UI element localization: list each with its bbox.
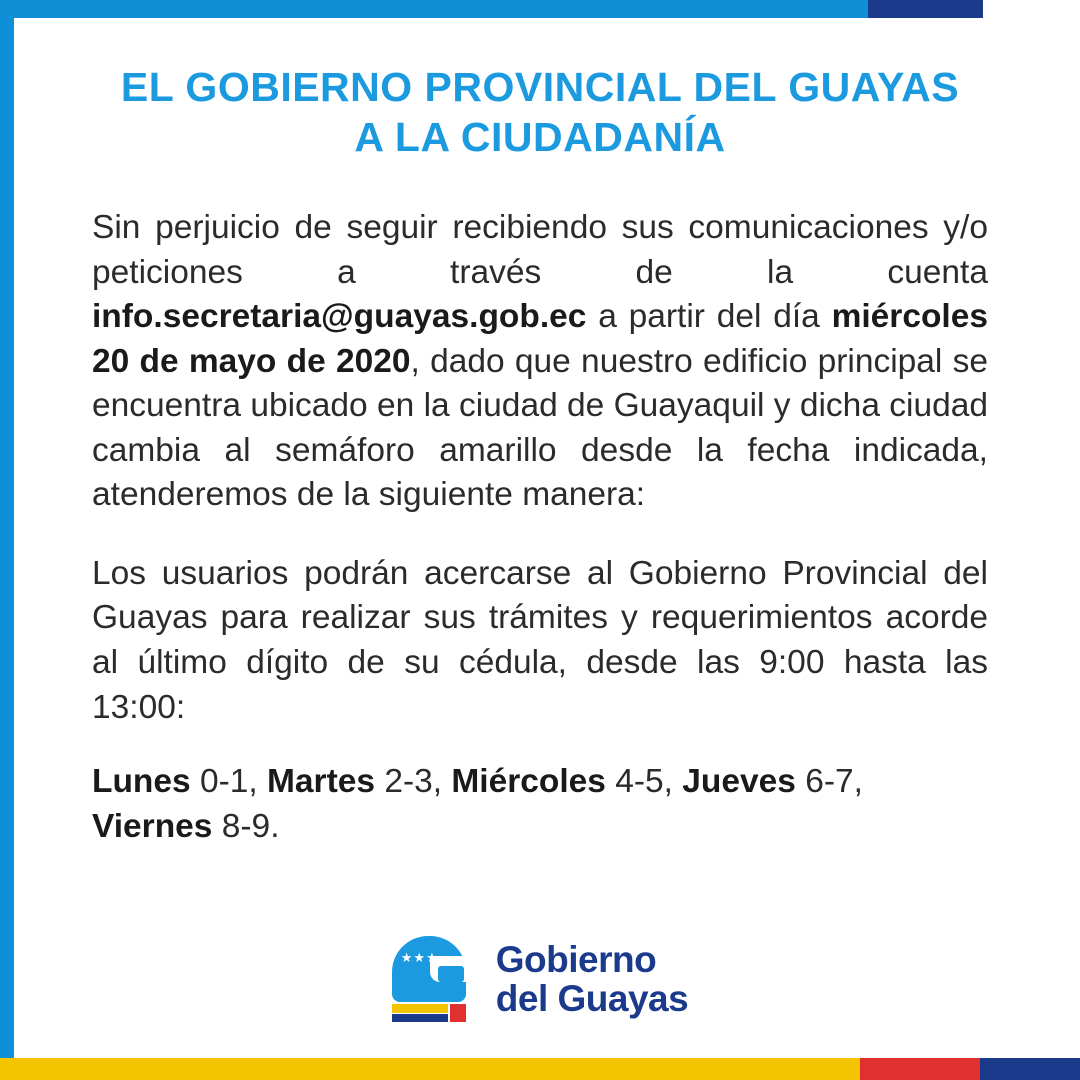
bottom-color-bar — [0, 1058, 1080, 1080]
bottom-bar-red-segment — [860, 1058, 980, 1080]
top-bar-white-segment — [983, 0, 1080, 18]
headline-line-2: A LA CIUDADANÍA — [354, 114, 726, 161]
schedule-day-1: Martes — [267, 763, 376, 801]
schedule-digits-1: 2-3 — [384, 763, 433, 801]
page-title — [92, 62, 988, 162]
paragraph1-part1: Sin perjuicio de seguir recibiendo sus comunicaciones y/o peticiones a través de la cuenta — [92, 209, 988, 291]
paragraph1-part2: a partir del día — [586, 298, 832, 336]
schedule-digits-2: 4-5 — [615, 763, 664, 801]
logo-block — [0, 936, 1080, 1022]
left-blue-stripe — [0, 18, 14, 1058]
schedule-day-3: Jueves — [682, 763, 796, 801]
schedule-digits-4: 8-9 — [221, 807, 271, 845]
logo-line-1: Gobierno — [495, 938, 657, 980]
schedule-day-0: Lunes — [92, 763, 191, 801]
paragraph-email-notice — [92, 206, 988, 518]
logo-line-2: del Guayas — [495, 978, 689, 1019]
schedule-day-2: Miércoles — [451, 763, 606, 801]
poster-content — [14, 18, 1080, 1058]
g-monogram-icon — [392, 936, 480, 1022]
logo — [392, 936, 688, 1022]
flag-bar-yellow — [392, 1004, 448, 1013]
flag-bar-red — [450, 1004, 466, 1022]
schedule-sep-0: , — [248, 763, 268, 801]
schedule-digits-3: 6-7 — [805, 763, 854, 801]
headline-line-1: EL GOBIERNO PROVINCIAL DEL GUAYAS — [120, 64, 960, 110]
logo-wordmark — [496, 940, 688, 1018]
schedule-day-4: Viernes — [92, 807, 213, 845]
flag-bar-navy — [392, 1014, 448, 1022]
schedule-text — [92, 760, 988, 849]
schedule-sep-4: . — [270, 807, 280, 845]
effective-date: miércoles 20 de mayo de 2020 — [92, 298, 988, 380]
contact-email: info.secretaria@guayas.gob.ec — [92, 298, 587, 336]
bottom-bar-navy-segment — [980, 1058, 1080, 1080]
schedule-sep-3: , — [853, 763, 863, 801]
bottom-bar-yellow-segment — [0, 1058, 860, 1080]
top-color-bar — [0, 0, 1080, 18]
schedule-sep-1: , — [432, 763, 452, 801]
schedule-sep-2: , — [663, 763, 683, 801]
top-bar-navy-segment — [868, 0, 983, 18]
schedule-digits-0: 0-1 — [199, 763, 249, 801]
paragraph-attendance-rules: Los usuarios podrán acercarse al Gobierno Provincial del Guayas para realizar sus trámites y requerimientos acorde al último dígito de su cédula, desde las 9:00 hasta las 13:00: — [92, 554, 988, 726]
g-crossbar — [438, 966, 464, 982]
paragraph1-part3: , dado que nuestro edificio principal se encuentra ubicado en la ciudad de Guayaquil y dicha ciudad cambia al semáforo amarillo desde la fecha indicada, atenderemos de la siguiente manera: — [92, 342, 988, 514]
top-bar-blue-segment — [0, 0, 868, 18]
stars-icon: ★★★ — [400, 950, 439, 965]
